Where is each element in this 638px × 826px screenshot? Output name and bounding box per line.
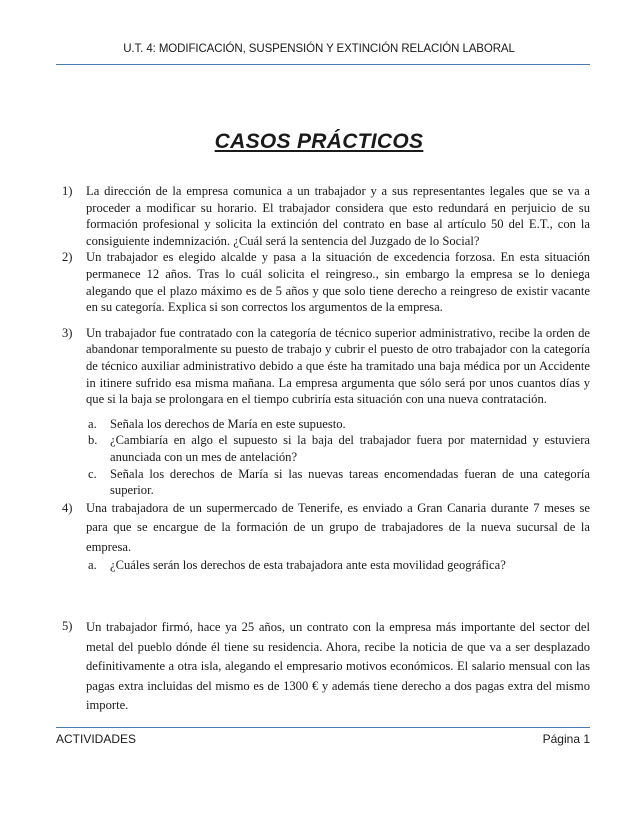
question-5 [62, 618, 590, 716]
sub-question [62, 557, 590, 574]
sub-question [62, 416, 590, 433]
question-number: 4) [62, 500, 73, 515]
question-1 [62, 183, 590, 249]
question-number: 2) [62, 250, 73, 265]
question-number: 3) [62, 325, 73, 340]
header-divider [56, 64, 590, 65]
sub-question [62, 432, 590, 465]
footer-divider [56, 727, 590, 728]
question-text: Una trabajadora de un supermercado de Tenerife, es enviado a Gran Canaria durante 7 meses se para que se encargue de la formación de un grupo de trabajadores de la nueva sucursal de la empresa. [86, 500, 590, 554]
document-body [62, 183, 590, 716]
footer-section-label: ACTIVIDADES [56, 732, 137, 746]
sub-question-text: Señala los derechos de María en este supuesto. [110, 416, 346, 431]
question-3-subitems [62, 416, 590, 499]
sub-question-text: Señala los derechos de María si las nuevas tareas encomendadas fueran de una categoría superior. [110, 466, 590, 498]
question-text: Un trabajador firmó, hace ya 25 años, un contrato con la empresa más importante del sector del metal del pueblo dónde él tiene su residencia. Ahora, recibe la noticia de que va a ser desplazado definitivamente a otra isla, alegando el empresario motivos económicos. El salario mensual con las pagas extra incluidas del mismo es de 1300 € y además tiene derecho a dos pagas extra del mismo importe. [86, 620, 590, 713]
question-text: Un trabajador es elegido alcalde y pasa a la situación de excedencia forzosa. En esta situación permanece 12 años. Tras lo cuál solicita el reingreso., sin embargo la empresa se lo deniega alegando que el plazo máximo es de 5 años y que solo tiene derecho a reingreso de existir vacante en su categoría. Explica si son correctos los argumentos de la empresa. [86, 250, 590, 315]
sub-question-marker: a. [88, 416, 97, 431]
question-text: Un trabajador fue contratado con la categoría de técnico superior administrativo, recibe la orden de abandonar temporalmente su puesto de trabajo y cubrir el puesto de otro trabajador con la categoría de técnico auxiliar administrativo debido a que éste ha tramitado una baja médica por un Accidente in itinere sufrido esa misma mañana. La empresa argumenta que sólo será por unos cuantos días y que si la baja se prolongara en el tiempo cubriría esta situación con una nueva contratación. [86, 325, 590, 407]
sub-question-marker: c. [88, 466, 97, 481]
sub-question-text: ¿Cambiaría en algo el supuesto si la baja del trabajador fuera por maternidad y estuviera anunciada con un mes de antelación? [110, 433, 590, 464]
page-header: U.T. 4: MODIFICACIÓN, SUSPENSIÓN Y EXTINCIÓN RELACIÓN LABORAL [123, 43, 515, 55]
sub-question-marker: b. [88, 433, 98, 448]
question-number: 5) [62, 619, 73, 634]
page-title: CASOS PRÁCTICOS [214, 130, 424, 153]
question-2 [62, 249, 590, 315]
question-text: La dirección de la empresa comunica a un trabajador y a sus representantes legales que se va a proceder a modificar su horario. El trabajador considera que esto redundará en perjuicio de su formación profesional y solicita la extinción del contrato en base al artículo 50 del E.T., con la consiguiente indemnización. ¿Cuál será la sentencia del Juzgado de lo Social? [86, 184, 590, 248]
sub-question-text: ¿Cuáles serán los derechos de esta trabajadora ante esta movilidad geográfica? [110, 558, 506, 573]
question-4 [62, 499, 590, 558]
question-number: 1) [62, 184, 73, 198]
sub-question-marker: a. [88, 558, 97, 573]
question-3 [62, 325, 590, 408]
sub-question [62, 466, 590, 499]
page-number: Página 1 [542, 732, 590, 746]
